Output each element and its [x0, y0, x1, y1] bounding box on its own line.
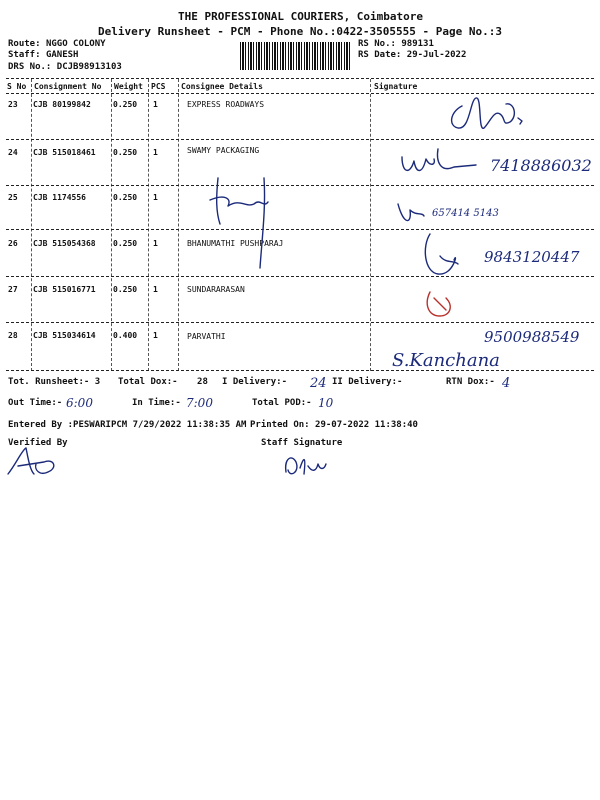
- total-dox-value: 28: [197, 377, 208, 387]
- row-consignment: CJB 515018461: [33, 148, 96, 157]
- total-dox-label: Total Dox:-: [118, 377, 178, 387]
- in-time-handwritten: [186, 392, 226, 412]
- rs-date-label: RS Date:: [358, 50, 402, 60]
- table-bottom-rule: [6, 370, 594, 371]
- route-line: [8, 39, 106, 49]
- row-weight: 0.400: [113, 331, 138, 340]
- row-consignment: CJB 515054368: [33, 239, 96, 248]
- row24-phone: 7418886032: [490, 156, 592, 175]
- col-divider: [370, 79, 371, 371]
- row26-signature: [414, 226, 594, 286]
- row-consignee: SUNDARARASAN: [187, 285, 245, 294]
- row-sno: 28: [8, 331, 18, 340]
- svg-text:4: 4: [502, 376, 511, 391]
- rtn-dox: [446, 377, 495, 387]
- col-sno: S No: [7, 82, 27, 91]
- row-weight: 0.250: [113, 148, 138, 157]
- row-consignee: SWAMY PACKAGING: [187, 146, 260, 155]
- row-consignment: CJB 515034614: [33, 331, 96, 340]
- rs-no-value: 989131: [401, 39, 434, 49]
- total-pod-label: Total POD:-: [252, 398, 312, 408]
- i-delivery-label: I Delivery:-: [222, 377, 288, 387]
- row28-signature: [388, 322, 598, 370]
- verifier-signature: [4, 444, 64, 480]
- col-consignment: Consignment No: [34, 82, 102, 91]
- row-sno: 24: [8, 148, 18, 157]
- col-divider: [148, 79, 149, 371]
- row-weight: 0.250: [113, 100, 138, 109]
- svg-text:10: 10: [318, 396, 334, 410]
- svg-text:24: 24: [310, 376, 327, 391]
- svg-text:657414 5143: 657414 5143: [432, 208, 499, 219]
- row28-name: S.Kanchana: [392, 350, 500, 371]
- tot-runsheet-label: Tot. Runsheet:-: [8, 377, 90, 387]
- svg-text:6:00: 6:00: [66, 396, 93, 410]
- rs-date-line: [358, 50, 466, 60]
- company-name: THE PROFESSIONAL COURIERS, Coimbatore: [178, 10, 424, 23]
- row24-signature: [396, 145, 596, 185]
- rtn-dox-handwritten: [500, 372, 520, 392]
- drs-value: DCJB98913103: [56, 62, 122, 72]
- row-divider: [6, 185, 594, 186]
- row23-signature: [440, 92, 540, 137]
- row-consignee: PARVATHI: [187, 332, 226, 341]
- row-sno: 23: [8, 100, 18, 109]
- rs-no-line: [358, 39, 434, 49]
- printed-on: Printed On: 29-07-2022 11:38:40: [250, 420, 418, 430]
- col-pcs: PCS: [151, 82, 166, 91]
- col-divider: [31, 79, 32, 371]
- verified-by-label: Verified By: [8, 438, 68, 448]
- row-consignee: EXPRESS ROADWAYS: [187, 100, 265, 109]
- drs-line: [8, 62, 122, 72]
- staff-label: Staff:: [8, 50, 41, 60]
- in-time: [132, 398, 181, 408]
- tot-runsheet-value: 3: [94, 377, 101, 387]
- col-consignee: Consignee Details: [181, 82, 263, 91]
- tot-runsheet: [8, 377, 100, 387]
- out-time-handwritten: [66, 392, 106, 412]
- col-divider: [178, 79, 179, 371]
- row28-phone: 9500988549: [484, 328, 580, 346]
- total-dox: [118, 377, 208, 387]
- staff-line: [8, 50, 78, 60]
- row25-signature: [202, 168, 282, 278]
- staff-value: GANESH: [45, 50, 79, 60]
- ii-delivery: [332, 377, 402, 387]
- row-consignment: CJB 1174556: [33, 193, 86, 202]
- row-sno: 26: [8, 239, 18, 248]
- row-weight: 0.250: [113, 239, 138, 248]
- row-weight: 0.250: [113, 285, 138, 294]
- total-pod: [252, 398, 312, 408]
- rs-date-value: 29-Jul-2022: [406, 50, 467, 60]
- row-pcs: 1: [153, 193, 158, 202]
- out-time: [8, 398, 62, 408]
- row-pcs: 1: [153, 148, 158, 157]
- runsheet-subtitle: Delivery Runsheet - PCM - Phone No.:0422-3505555 - Page No.:3: [98, 25, 502, 38]
- row26-phone: 9843120447: [484, 248, 580, 266]
- barcode-image: [240, 42, 352, 70]
- staff-signature-label: Staff Signature: [261, 438, 343, 448]
- drs-label: DRS No.:: [8, 62, 52, 72]
- row-sno: 25: [8, 193, 18, 202]
- row-pcs: 1: [153, 331, 158, 340]
- row-sno: 27: [8, 285, 18, 294]
- row-weight: 0.250: [113, 193, 138, 202]
- row-pcs: 1: [153, 239, 158, 248]
- ii-delivery-label: II Delivery:-: [332, 377, 403, 387]
- row-consignment: CJB 515016771: [33, 285, 96, 294]
- row-consignee: BHANUMATHI PUSHPARAJ: [187, 239, 284, 248]
- out-time-label: Out Time:-: [8, 398, 63, 408]
- table-top-rule: [6, 78, 594, 79]
- row27-stamp: [420, 284, 460, 324]
- col-weight: Weight: [114, 82, 143, 91]
- col-signature: Signature: [374, 82, 418, 91]
- row-consignment: CJB 80199842: [33, 100, 91, 109]
- route-value: NGGO COLONY: [45, 39, 106, 49]
- route-label: Route:: [8, 39, 41, 49]
- rs-no-label: RS No.:: [358, 39, 396, 49]
- row-pcs: 1: [153, 285, 158, 294]
- entered-by: Entered By :PESWARIPCM 7/29/2022 11:38:35 AM: [8, 420, 247, 430]
- i-delivery: [222, 377, 287, 387]
- svg-text:7:00: 7:00: [186, 396, 213, 410]
- staff-signature: [280, 448, 340, 484]
- rtn-dox-label: RTN Dox:-: [446, 377, 495, 387]
- row-divider: [6, 139, 594, 140]
- col-divider: [111, 79, 112, 371]
- row-pcs: 1: [153, 100, 158, 109]
- in-time-label: In Time:-: [132, 398, 181, 408]
- total-pod-handwritten: [316, 392, 346, 412]
